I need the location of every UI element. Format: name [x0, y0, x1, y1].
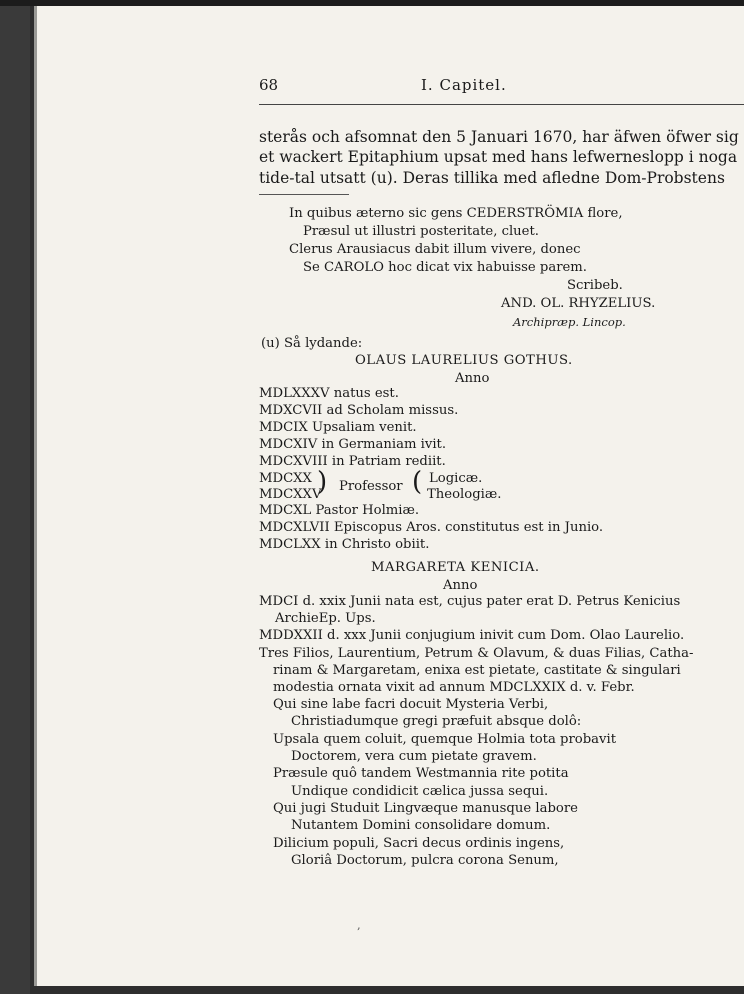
note-u-intro: (u) Så lydande: — [261, 336, 363, 351]
olaus-entry-7: MDCXLVII Episcopus Aros. constitutus est in Junio. — [259, 520, 604, 535]
professor-year-2: MDCXXV — [259, 487, 322, 502]
brace-open: ( — [412, 467, 423, 497]
olaus-entry-5: MDCXVIII in Patriam rediit. — [259, 454, 446, 469]
footnote-rule — [259, 194, 349, 195]
running-header — [259, 76, 739, 100]
professor-subject-1: Logicæ. — [429, 471, 483, 486]
margareta-line-2: ArchieEp. Ups. — [275, 611, 376, 626]
page-inner — [37, 6, 744, 986]
page-number: 68 — [259, 76, 279, 94]
brace-close: ) — [317, 467, 328, 497]
professor-year-1: MDCXX — [259, 471, 312, 486]
verse-line-4: Se CAROLO hoc dicat vix habuisse parem. — [303, 260, 588, 275]
epitaph-verse-9: Dilicium populi, Sacri decus ordinis ingens, — [273, 836, 565, 851]
epitaph-verse-6: Undique condidicit cælica jussa sequi. — [291, 784, 549, 799]
olaus-anno: Anno — [455, 371, 490, 386]
margareta-line-6: modestia ornata vixit ad annum MDCLXXIX d. v. Febr. — [273, 680, 635, 695]
body-line-1: sterås och afsomnat den 5 Januari 1670, har äfwen öfwer sig — [259, 128, 739, 146]
epitaph-verse-5: Præsule quô tandem Westmannia rite potita — [273, 766, 569, 781]
olaus-entry-8: MDCLXX in Christo obiit. — [259, 537, 430, 552]
signature-name: AND. OL. RHYZELIUS. — [501, 296, 656, 311]
epitaph-verse-2: Christiadumque gregi præfuit absque dolô: — [291, 714, 582, 729]
margareta-anno: Anno — [443, 578, 478, 593]
epitaph-verse-7: Qui jugi Studuit Lingvæque manusque labore — [273, 801, 578, 816]
margareta-line-1: MDCI d. xxix Junii nata est, cujus pater erat D. Petrus Kenicius — [259, 594, 681, 609]
margareta-line-5: rinam & Margaretam, enixa est pietate, castitate & singulari — [273, 663, 681, 678]
verse-line-3: Clerus Arausiacus dabit illum vivere, donec — [289, 242, 581, 257]
stray-mark: , — [357, 918, 361, 932]
signature-title: Archipræp. Lincop. — [513, 315, 626, 329]
body-line-2: et wackert Epitaphium upsat med hans lefwerneslopp i noga — [259, 148, 738, 166]
epitaph-verse-1: Qui sine labe facri docuit Mysteria Verbi, — [273, 697, 549, 712]
professor-label: Professor — [339, 479, 403, 494]
header-rule — [259, 104, 744, 105]
body-line-3: tide-tal utsatt (u). Deras tillika med afledne Dom-Probstens — [259, 169, 725, 187]
professor-subject-2: Theologiæ. — [427, 487, 502, 502]
olaus-heading: OLAUS LAURELIUS GOTHUS. — [355, 353, 573, 368]
olaus-entry-2: MDXCVII ad Scholam missus. — [259, 403, 459, 418]
olaus-entry-3: MDCIX Upsaliam venit. — [259, 420, 417, 435]
olaus-entry-1: MDLXXXV natus est. — [259, 386, 399, 401]
olaus-entry-4: MDCXIV in Germaniam ivit. — [259, 437, 447, 452]
epitaph-verse-10: Gloriâ Doctorum, pulcra corona Senum, — [291, 853, 559, 868]
verse-line-2: Præsul ut illustri posteritate, cluet. — [303, 224, 539, 239]
epitaph-verse-4: Doctorem, vera cum pietate gravem. — [291, 749, 537, 764]
margareta-line-4: Tres Filios, Laurentium, Petrum & Olavum, & duas Filias, Catha- — [259, 646, 694, 661]
margareta-heading: MARGARETA KENICIA. — [371, 560, 540, 575]
margareta-line-3: MDDXXII d. xxx Junii conjugium inivit cum Dom. Olao Laurelio. — [259, 628, 685, 643]
olaus-entry-6: MDCXL Pastor Holmiæ. — [259, 503, 420, 518]
book-page — [34, 6, 744, 986]
signature-scribeb: Scribeb. — [567, 278, 623, 293]
epitaph-verse-8: Nutantem Domini consolidare domum. — [291, 818, 551, 833]
chapter-title: I. Capitel. — [421, 76, 507, 94]
verse-line-1: In quibus æterno sic gens CEDERSTRÖMIA flore, — [289, 206, 623, 221]
epitaph-verse-3: Upsala quem coluit, quemque Holmia tota probavit — [273, 732, 616, 747]
scan-edge-left — [0, 0, 30, 994]
